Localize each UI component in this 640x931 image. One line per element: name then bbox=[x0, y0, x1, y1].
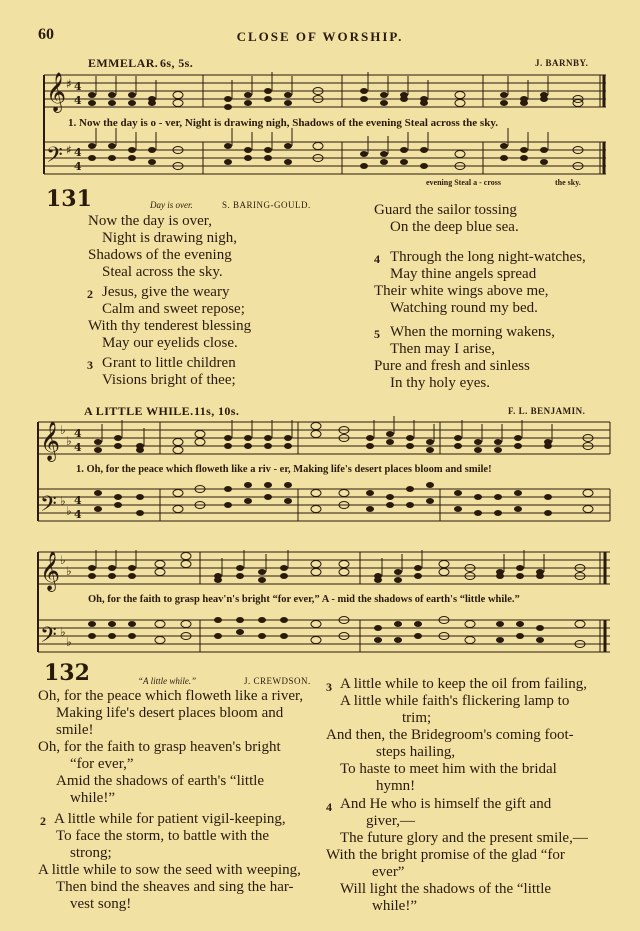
tune2-name: A LITTLE WHILE. bbox=[84, 404, 194, 418]
verse-line: Night is drawing nigh, bbox=[102, 230, 237, 246]
verse-line: A little while for patient vigil-keeping, bbox=[54, 811, 286, 827]
hymn132-number: 132 bbox=[44, 660, 90, 686]
tune1-lyric: 1. Now the day is o - ver, Night is drawing nigh, Shadows of the evening Steal across the sky. bbox=[68, 117, 498, 129]
svg-text:4: 4 bbox=[74, 160, 82, 173]
verse-line: To haste to meet him with the bridal bbox=[340, 761, 557, 777]
svg-text:𝄞: 𝄞 bbox=[40, 551, 61, 591]
svg-text:♭: ♭ bbox=[60, 625, 66, 639]
verse-line: Guard the sailor tossing bbox=[374, 202, 517, 218]
verse-line: Then may I arise, bbox=[390, 341, 495, 357]
verse-line: Shadows of the evening bbox=[88, 247, 232, 263]
verse-line: Then bind the sheaves and sing the har- bbox=[56, 879, 294, 895]
svg-text:♭: ♭ bbox=[66, 434, 72, 448]
svg-text:4: 4 bbox=[74, 80, 82, 93]
verse-line: Jesus, give the weary bbox=[102, 284, 230, 300]
verse-line: steps hailing, bbox=[376, 744, 456, 760]
verse-number: 5 bbox=[374, 327, 380, 341]
svg-text:♯: ♯ bbox=[66, 77, 72, 91]
verse-line: “for ever,” bbox=[70, 756, 134, 772]
tune1-composer: J. BARNBY. bbox=[535, 58, 589, 68]
verse-line: Making life's desert places bloom and bbox=[56, 705, 284, 721]
svg-text:♭: ♭ bbox=[60, 553, 66, 567]
svg-text:4: 4 bbox=[74, 94, 82, 107]
verse-line: while!” bbox=[70, 790, 115, 806]
verse-line: hymn! bbox=[376, 778, 416, 794]
verse-line: Their white wings above me, bbox=[374, 283, 549, 299]
verse-line: To face the storm, to battle with the bbox=[56, 828, 270, 844]
verse-line: When the morning wakens, bbox=[390, 324, 555, 340]
verse-line: May our eyelids close. bbox=[102, 335, 238, 351]
verse-line: Pure and fresh and sinless bbox=[374, 358, 530, 374]
section-title: CLOSE OF WORSHIP. bbox=[236, 29, 404, 44]
svg-text:𝄞: 𝄞 bbox=[46, 72, 67, 112]
verse-line: Watching round my bed. bbox=[390, 300, 538, 316]
verse-line: On the deep blue sea. bbox=[390, 219, 519, 235]
verse-line: A little while to sow the seed with weeping, bbox=[38, 862, 301, 878]
verse-line: Steal across the sky. bbox=[102, 264, 223, 280]
verse-line: A little while to keep the oil from failing, bbox=[340, 676, 588, 692]
verse-line: giver,— bbox=[366, 813, 415, 829]
verse-line: Through the long night-watches, bbox=[390, 249, 586, 265]
verse-line: In thy holy eyes. bbox=[390, 375, 490, 391]
hymn131-author: S. BARING-GOULD. bbox=[222, 200, 311, 210]
hymn132-subtitle: “A little while.” bbox=[138, 676, 197, 686]
hymn132-author: J. CREWDSON. bbox=[244, 676, 311, 686]
verse-line: Grant to little children bbox=[102, 355, 236, 371]
tune1-name: EMMELAR. bbox=[88, 56, 159, 70]
verse-line: With thy tenderest blessing bbox=[88, 318, 252, 334]
tune1-bass-lyric-a: evening Steal a - cross bbox=[426, 178, 501, 187]
verse-line: Oh, for the faith to grasp heaven's bright bbox=[38, 739, 281, 755]
verse-number: 3 bbox=[326, 680, 332, 694]
verse-line: May thine angels spread bbox=[390, 266, 537, 282]
verse-line: ever” bbox=[372, 864, 405, 880]
verse-number: 4 bbox=[374, 252, 380, 266]
verse-line: A little while faith's flickering lamp to bbox=[340, 693, 570, 709]
svg-text:♭: ♭ bbox=[60, 423, 66, 437]
verse-line: Oh, for the peace which floweth like a river, bbox=[38, 688, 304, 704]
svg-text:♭: ♭ bbox=[66, 564, 72, 578]
tune2-lyric-2: Oh, for the faith to grasp heav'n's bright “for ever,” A - mid the shadows of earth's “little while.” bbox=[88, 594, 520, 605]
tune1-bass-lyric-b: the sky. bbox=[555, 178, 581, 187]
verse-line: Now the day is over, bbox=[88, 213, 212, 229]
verse-line: smile! bbox=[56, 722, 94, 738]
verse-line: vest song! bbox=[70, 896, 132, 912]
verse-number: 2 bbox=[87, 287, 93, 301]
verse-line: Will light the shadows of the “little bbox=[340, 881, 552, 897]
verse-line: Visions bright of thee; bbox=[102, 372, 236, 388]
verse-line: With the bright promise of the glad “for bbox=[326, 847, 565, 863]
svg-text:4: 4 bbox=[74, 146, 82, 159]
tune2-composer: F. L. BENJAMIN. bbox=[508, 406, 586, 416]
tune1-meter: 6s, 5s. bbox=[160, 56, 194, 70]
svg-text:♭: ♭ bbox=[66, 504, 72, 518]
svg-text:4: 4 bbox=[74, 427, 82, 440]
svg-text:𝄞: 𝄞 bbox=[40, 421, 61, 461]
verse-line: strong; bbox=[70, 845, 112, 861]
verse-number: 2 bbox=[40, 814, 46, 828]
svg-text:♭: ♭ bbox=[60, 494, 66, 508]
verse-line: while!” bbox=[372, 898, 417, 914]
verse-line: The future glory and the present smile,— bbox=[340, 830, 588, 846]
hymn131-number: 131 bbox=[46, 186, 92, 212]
verse-number: 3 bbox=[87, 358, 93, 372]
svg-text:♯: ♯ bbox=[66, 143, 72, 157]
verse-line: Amid the shadows of earth's “little bbox=[56, 773, 265, 789]
svg-text:4: 4 bbox=[74, 508, 82, 521]
verse-line: And then, the Bridegroom's coming foot- bbox=[326, 727, 574, 743]
tune2-lyric-1: 1. Oh, for the peace which floweth like a riv - er, Making life's desert places bloom and smile! bbox=[76, 464, 492, 475]
svg-text:𝄢: 𝄢 bbox=[46, 143, 63, 173]
svg-text:𝄢: 𝄢 bbox=[40, 623, 57, 653]
svg-text:4: 4 bbox=[74, 494, 82, 507]
verse-number: 4 bbox=[326, 800, 332, 814]
page-number: 60 bbox=[38, 26, 54, 43]
verse-line: trim; bbox=[402, 710, 432, 726]
verse-line: Calm and sweet repose; bbox=[102, 301, 245, 317]
svg-text:𝄢: 𝄢 bbox=[40, 492, 57, 522]
verse-line: And He who is himself the gift and bbox=[340, 796, 552, 812]
svg-text:4: 4 bbox=[74, 441, 82, 454]
tune2-meter: 11s, 10s. bbox=[194, 404, 240, 418]
svg-text:♭: ♭ bbox=[66, 635, 72, 649]
hymn131-subtitle: Day is over. bbox=[150, 200, 193, 210]
